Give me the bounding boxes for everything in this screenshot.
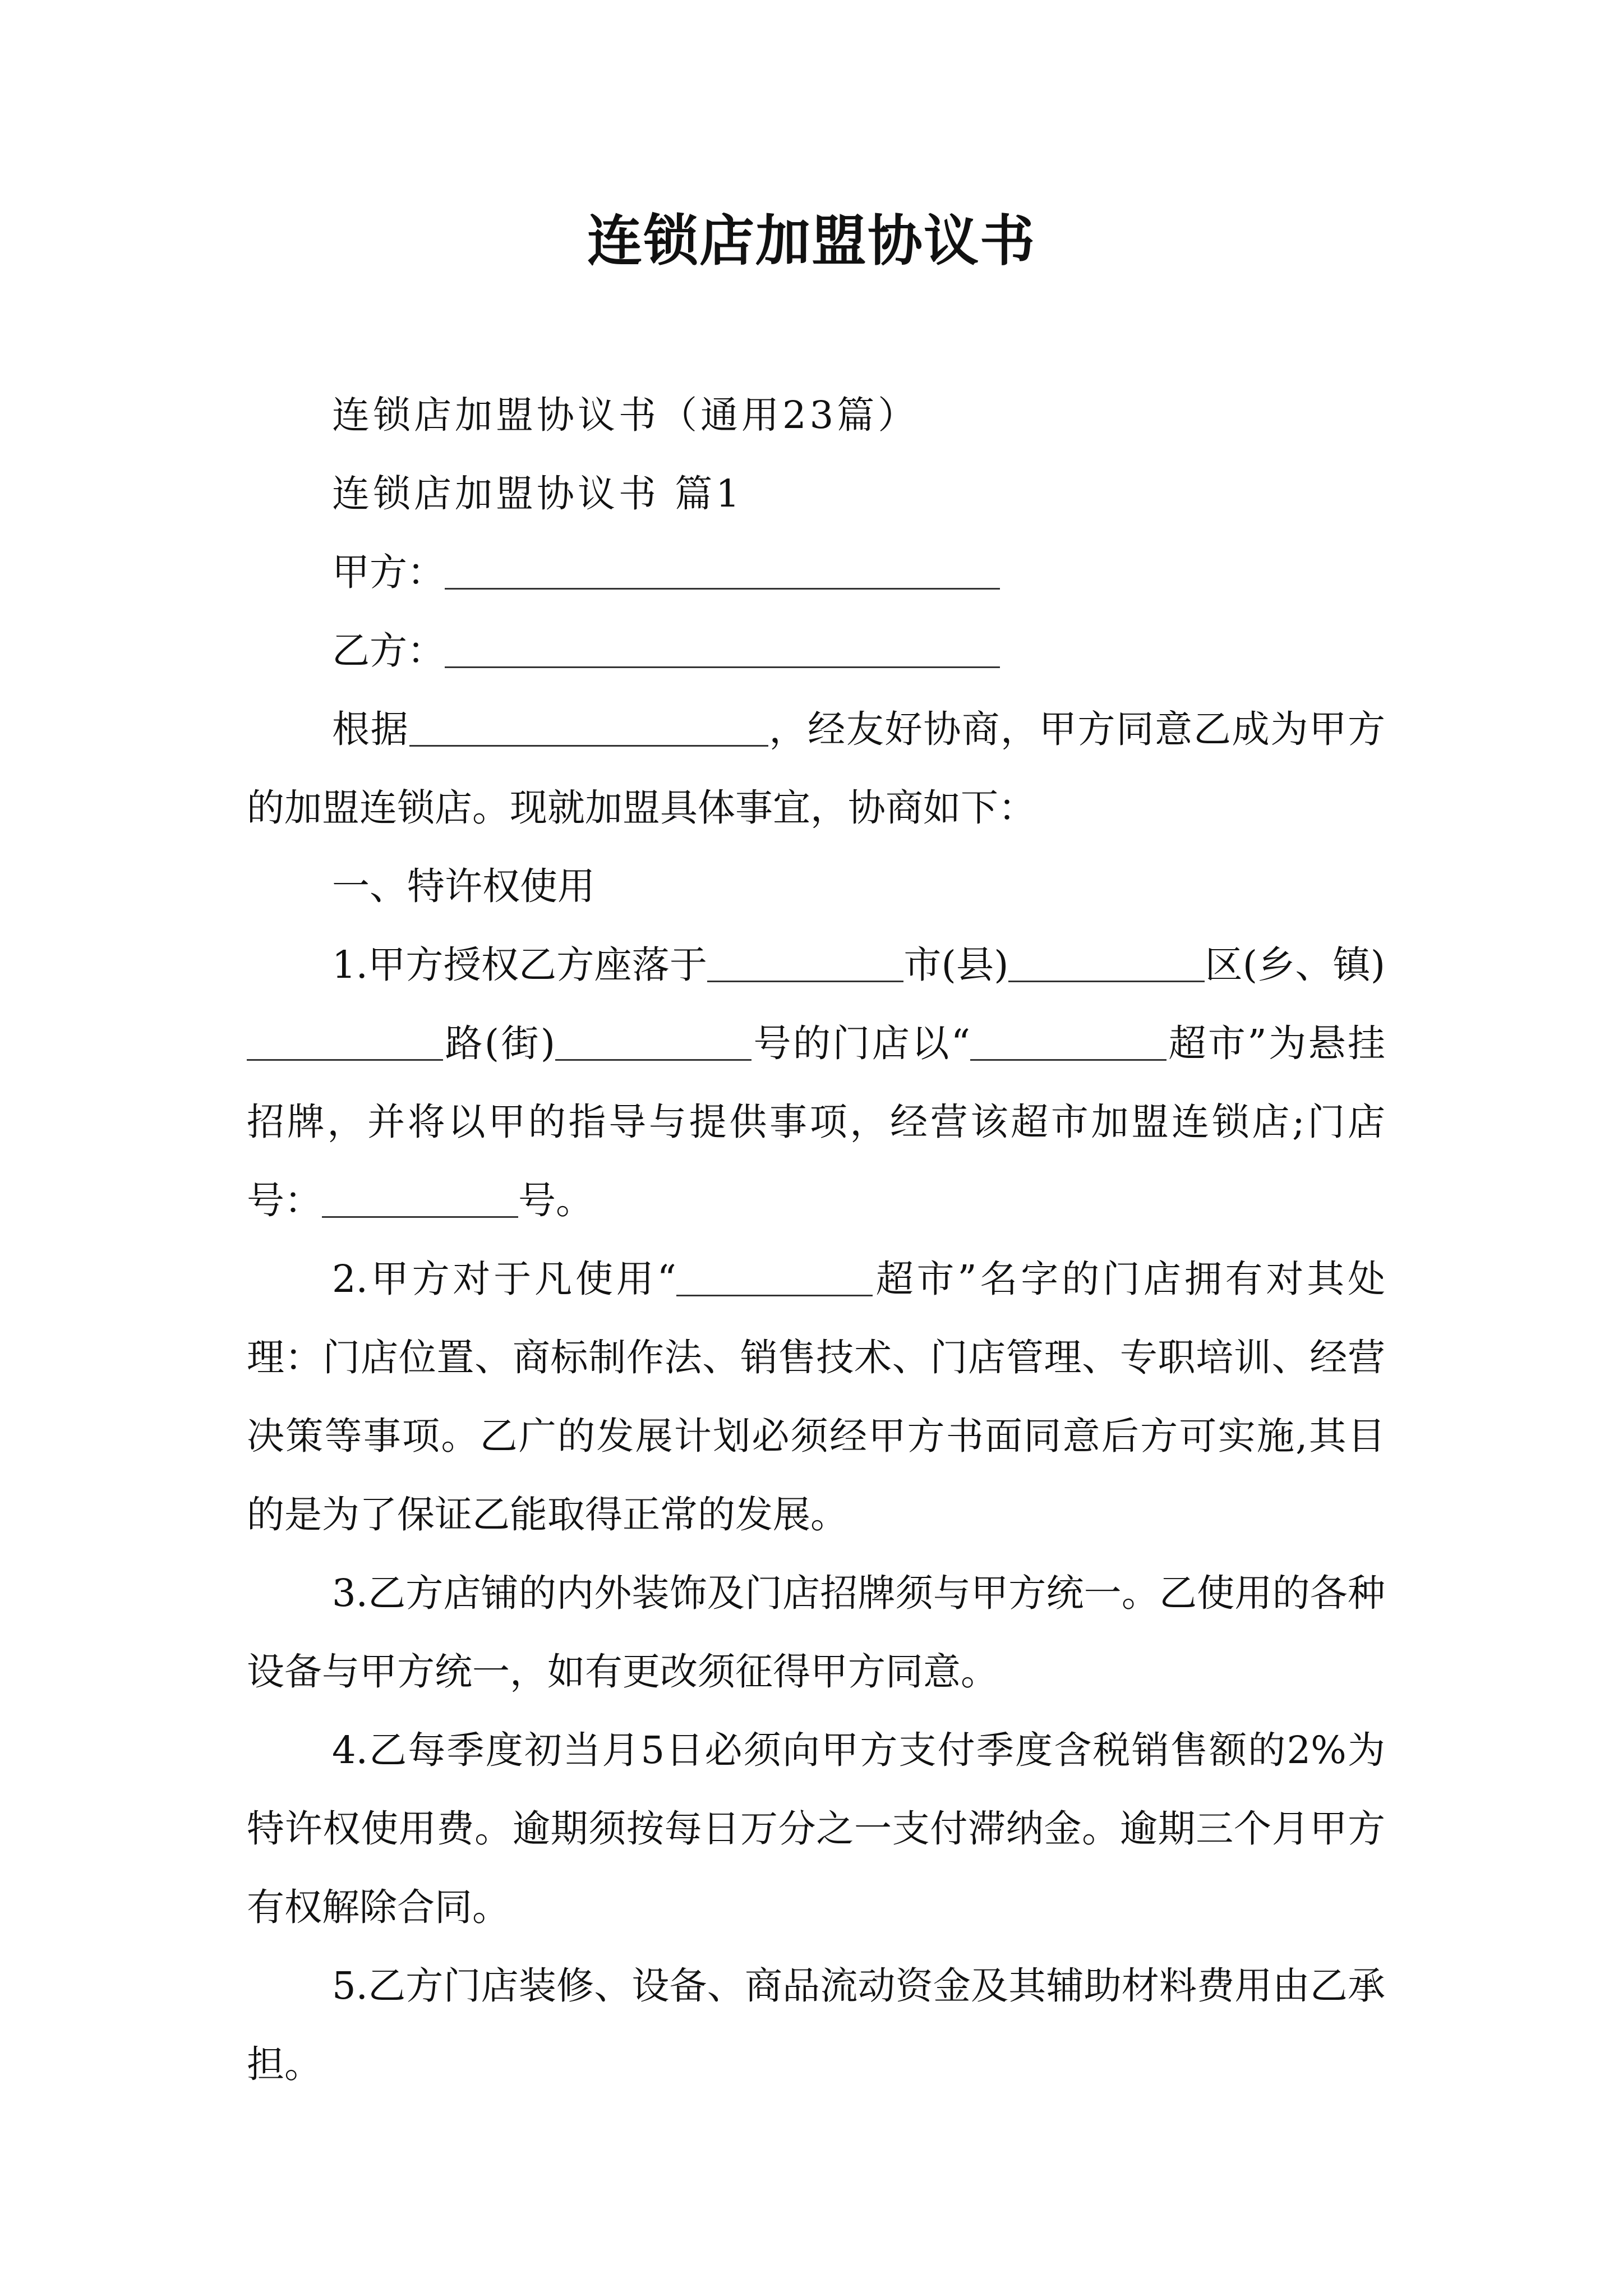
document-subtitle: 连锁店加盟协议书（通用23篇） [332,393,919,437]
party-a-line [247,533,1385,611]
number-blank [555,1023,751,1061]
clause-1-part-6: 超市”为悬挂招牌，并将以甲的指导与提供事项，经营该超市加盟连锁店;门店号： [247,1022,1385,1222]
basis-text-before: 根据 [332,707,409,751]
clause-2-part-2: 超市”名字的门店拥有对其处理：门店位置、商标制作法、销售技术、门店管理、专职培训、经营决策等事项。乙广的发展计划必须经甲方书面同意后方可实施,其目的是为了保证乙能取得正常的发展。 [247,1257,1385,1536]
document-body [247,376,1385,2104]
party-b-label: 乙方： [332,629,445,673]
clause-1-part-3: 区(乡、镇) [1205,943,1386,987]
party-b-blank [445,631,1000,668]
party-a-label: 甲方： [332,550,445,594]
clause-1-part-1: 1.甲方授权乙方座落于 [332,943,708,987]
basis-blank [409,709,768,747]
clause-1-part-5: 号的门店以“ [751,1022,971,1065]
basis-text-after: ，经友好协商，甲方同意乙成为甲方的加盟连锁店。现就加盟具体事宜，协商如下： [247,707,1386,830]
clause-5: 5.乙方门店装修、设备、商品流动资金及其辅助材料费用由乙承担。 [247,1964,1385,2086]
city-blank [707,945,903,982]
clause-4: 4.乙每季度初当月5日必须向甲方支付季度含税销售额的2%为特许权使用费。逾期须按每日万分之一支付滞纳金。逾期三个月甲方有权解除合同。 [247,1728,1385,1929]
document-title: 连锁店加盟协议书 [587,209,1036,273]
clause-2-part-1: 2.甲方对于凡使用“ [332,1257,676,1301]
section-title: 连锁店加盟协议书 篇1 [332,472,743,516]
basis-paragraph [247,690,1385,847]
clause-2 [247,1240,1385,1554]
heading-franchise-use: 一、特许权使用 [332,864,595,908]
clause-3: 3.乙方店铺的内外装饰及门店招牌须与甲方统一。乙使用的各种设备与甲方统一，如有更改须征得甲方同意。 [247,1571,1385,1694]
clause-1 [247,926,1385,1240]
store-number-blank [322,1180,518,1218]
district-blank [1008,945,1205,982]
clause-1-part-2: 市(县) [903,943,1009,987]
party-b-line [247,611,1385,690]
clause-1-part-4: 路(街) [443,1022,556,1065]
brand-name-blank [676,1259,873,1296]
store-name-blank [970,1023,1166,1061]
clause-1-part-7: 号。 [518,1179,593,1222]
party-a-blank [445,552,1000,590]
road-blank [247,1023,443,1061]
